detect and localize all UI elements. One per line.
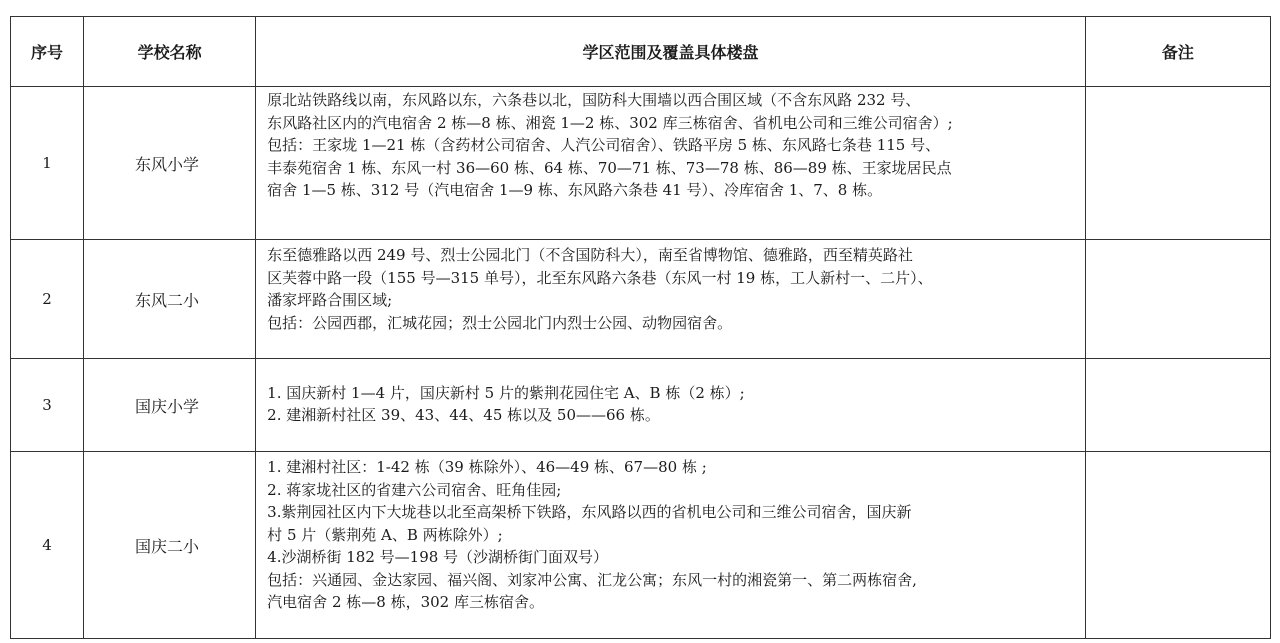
row-serial-number: 3	[11, 359, 84, 452]
scope-line: 潘家坪路合围区域;	[267, 291, 393, 309]
row-district-scope	[256, 87, 1086, 240]
scope-line: 包括：兴通园、金达家园、福兴阁、刘家冲公寓、汇龙公寓；东风一村的湘瓷第一、第二两栋宿舍,	[267, 570, 917, 589]
table-header-row	[11, 17, 1271, 87]
table-row	[11, 452, 1271, 639]
row-remarks	[1085, 87, 1270, 240]
row-remarks	[1085, 240, 1270, 359]
header-serial-number: 序号	[11, 17, 84, 87]
table-row	[11, 87, 1271, 240]
row-district-scope	[256, 240, 1086, 359]
scope-line: 村 5 片（紫荆苑 A、B 两栋除外）;	[267, 525, 503, 544]
table-row	[11, 359, 1271, 452]
scope-line: 汽电宿舍 2 栋—8 栋，302 库三栋宿舍。	[267, 593, 544, 611]
row-remarks	[1085, 359, 1270, 452]
scope-line: 包括：王家垅 1—21 栋（含药材公司宿舍、人汽公司宿舍）、铁路平房 5 栋、东风路七条巷 115 号、	[267, 136, 941, 154]
scope-line: 区芙蓉中路一段（155 号—315 单号），北至东风路六条巷（东风一村 19 栋，工人新村一、二片）、	[267, 268, 933, 287]
row-district-scope	[256, 359, 1086, 452]
row-serial-number: 4	[11, 452, 84, 639]
header-district-scope: 学区范围及覆盖具体楼盘	[256, 17, 1086, 87]
scope-line: 丰泰苑宿舍 1 栋、东风一村 36—60 栋、64 栋、70—71 栋、73—78 栋、86—89 栋、王家垅居民点	[267, 158, 952, 177]
row-school-name: 国庆小学	[84, 359, 256, 452]
row-district-scope	[256, 452, 1086, 639]
scope-line: 东至德雅路以西 249 号、烈士公园北门（不含国防科大），南至省博物馆、德雅路，西至精英路社	[267, 246, 913, 264]
scope-line: 1. 建湘村社区：1-42 栋（39 栋除外）、46—49 栋、67—80 栋 ;	[267, 458, 707, 476]
row-remarks	[1085, 452, 1270, 639]
scope-line: 3.紫荆园社区内下大垅巷以北至高架桥下铁路，东风路以西的省机电公司和三维公司宿舍，国庆新	[267, 503, 912, 521]
scope-line: 2. 建湘新村社区 39、43、44、45 栋以及 50——66 栋。	[267, 406, 660, 424]
scope-line: 原北站铁路线以南，东风路以东，六条巷以北，国防科大围墙以西合围区域（不含东风路 232 号、	[267, 91, 921, 109]
scope-line: 2. 蒋家垅社区的省建六公司宿舍、旺角佳园;	[267, 480, 562, 499]
scope-line: 1. 国庆新村 1—4 片，国庆新村 5 片的紫荆花园住宅 A、B 栋（2 栋）;	[267, 383, 745, 402]
header-school-name: 学校名称	[84, 17, 256, 87]
scope-line: 包括：公园西郡，汇城花园；烈士公园北门内烈士公园、动物园宿舍。	[267, 313, 733, 332]
row-school-name: 东风小学	[84, 87, 256, 240]
table-row	[11, 240, 1271, 359]
scope-line: 宿舍 1—5 栋、312 号（汽电宿舍 1—9 栋、东风路六条巷 41 号）、冷库宿舍 1、7、8 栋。	[267, 181, 883, 199]
school-district-table	[10, 16, 1271, 639]
row-school-name: 东风二小	[84, 240, 256, 359]
scope-line: 4.沙湖桥街 182 号—198 号（沙湖桥街门面双号）	[267, 548, 609, 566]
header-remarks: 备注	[1085, 17, 1270, 87]
scope-line: 东风路社区内的汽电宿舍 2 栋—8 栋、湘瓷 1—2 栋、302 库三栋宿舍、省机电公司和三维公司宿舍）;	[267, 113, 953, 132]
row-school-name: 国庆二小	[84, 452, 256, 639]
row-serial-number: 1	[11, 87, 84, 240]
row-serial-number: 2	[11, 240, 84, 359]
